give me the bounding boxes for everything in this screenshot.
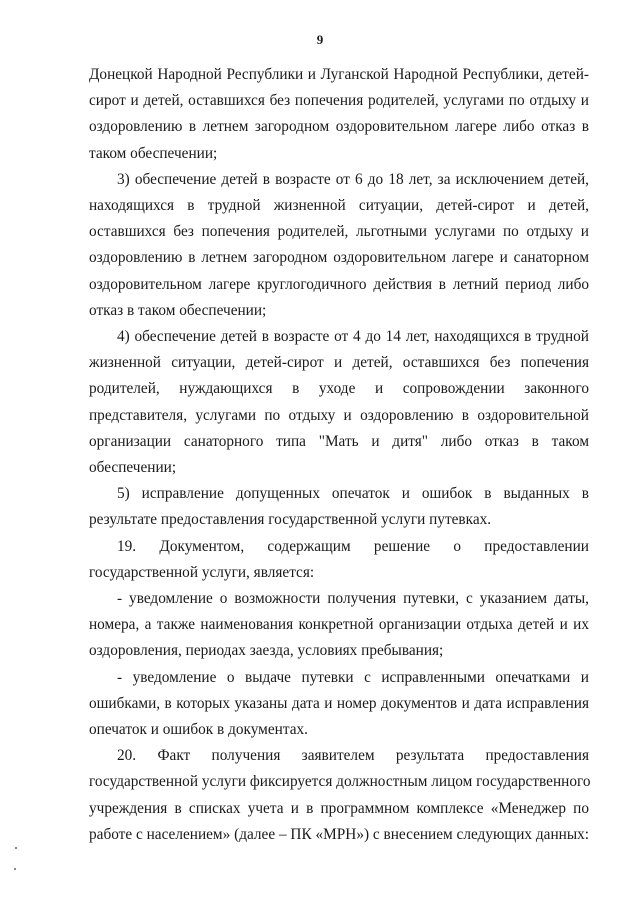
text-line: 4) обеспечение детей в возрасте от 4 до 14 лет, находящихся в трудной bbox=[117, 328, 589, 346]
text-line: Донецкой Народной Республики и Луганской Народной Республики, детей- bbox=[89, 66, 589, 83]
text-line: государственной услуги фиксируется должностным лицом государственного bbox=[89, 773, 591, 791]
text-line: сирот и детей, оставшихся без попечения родителей, услугами по отдыху и bbox=[89, 92, 589, 110]
list-item-5 bbox=[89, 481, 589, 533]
list-item-3 bbox=[89, 167, 589, 324]
text-line: представителя, услугами по отдыху и оздоровлению в оздоровительной bbox=[89, 406, 589, 424]
page-number: 9 bbox=[316, 32, 324, 47]
scan-speck bbox=[15, 847, 17, 849]
text-line: родителей, нуждающихся в уходе и сопровождении законного bbox=[89, 380, 589, 398]
list-item-4 bbox=[89, 324, 589, 481]
text-line: 5) исправление допущенных опечаток и ошибок в выданных в bbox=[117, 485, 589, 503]
dash-item-notice-corrected bbox=[89, 665, 589, 744]
text-line: отказ в таком обеспечении; bbox=[89, 301, 267, 319]
text-line: работе с населением» (далее – ПК «МРН») с внесением следующих данных: bbox=[89, 825, 589, 843]
text-line: опечаток и ошибок в документах. bbox=[89, 721, 308, 739]
text-line: оздоровлению в летнем загородном оздоровительном лагере либо отказ в bbox=[89, 118, 589, 136]
scan-speck bbox=[14, 868, 16, 870]
clause-19 bbox=[89, 534, 589, 586]
text-line: государственной услуги, является: bbox=[89, 563, 315, 581]
document-body bbox=[89, 62, 589, 848]
clause-20 bbox=[89, 743, 589, 848]
text-line: организации санаторного типа "Мать и дитя" либо отказ в таком bbox=[89, 432, 589, 450]
text-line: - уведомление о выдаче путевки с исправленными опечатками и bbox=[117, 668, 589, 686]
paragraph-continuation bbox=[89, 62, 589, 167]
text-line: ошибками, в которых указаны дата и номер документов и дата исправления bbox=[89, 694, 589, 712]
dash-item-notice-voucher bbox=[89, 586, 589, 665]
text-line: обеспечении; bbox=[89, 459, 177, 477]
text-line: - уведомление о возможности получения путевки, с указанием даты, bbox=[117, 590, 589, 608]
text-line: оздоровления, периодах заезда, условиях пребывания; bbox=[89, 642, 444, 660]
text-line: результате предоставления государственной услуги путевках. bbox=[89, 511, 492, 529]
text-line: находящихся в трудной жизненной ситуации, детей-сирот и детей, bbox=[89, 197, 589, 215]
text-line: оставшихся без попечения родителей, льготными услугами по отдыху и bbox=[89, 223, 589, 241]
text-line: оздоровительном лагере круглогодичного действия в летний период либо bbox=[89, 275, 589, 293]
text-line: таком обеспечении; bbox=[89, 144, 218, 162]
text-line: учреждения в списках учета и в программном комплексе «Менеджер по bbox=[89, 799, 589, 817]
text-line: жизненной ситуации, детей-сирот и детей, оставшихся без попечения bbox=[89, 354, 589, 372]
text-line: оздоровлению в летнем загородном оздоровительном лагере и санаторном bbox=[89, 249, 589, 267]
text-line: номера, а также наименования конкретной организации отдыха детей и их bbox=[89, 616, 589, 634]
text-line: 19. Документом, содержащим решение о предоставлении bbox=[117, 537, 589, 555]
text-line: 3) обеспечение детей в возрасте от 6 до 18 лет, за исключением детей, bbox=[117, 170, 589, 188]
text-line: 20. Факт получения заявителем результата предоставления bbox=[117, 747, 589, 765]
